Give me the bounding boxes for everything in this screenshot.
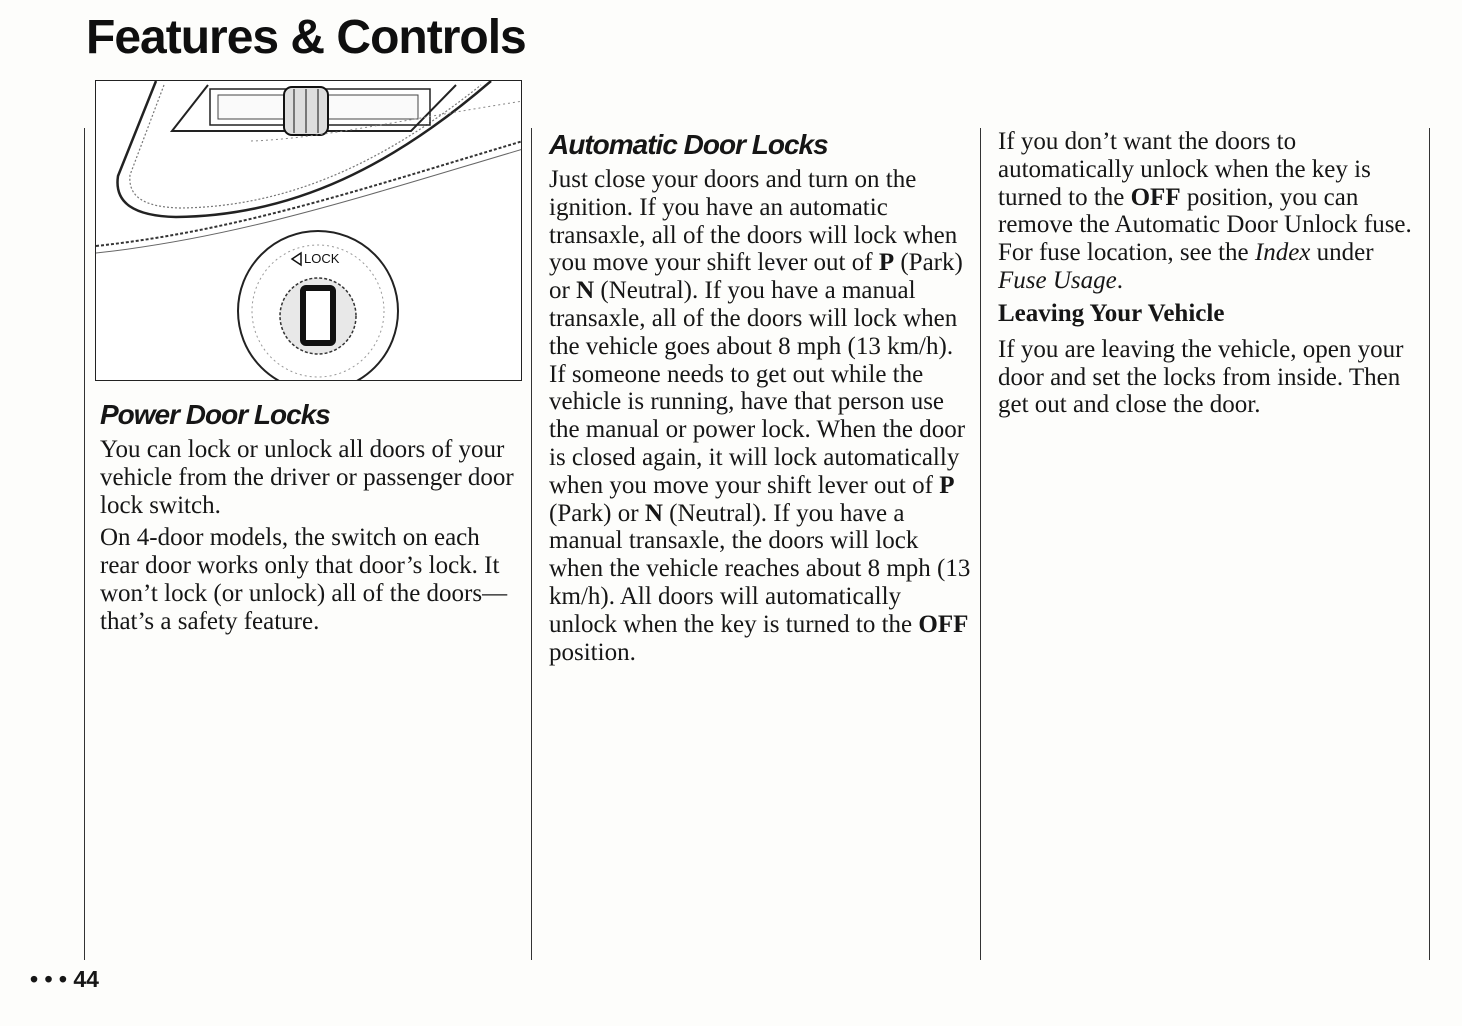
power-door-locks-paragraph-1: You can lock or unlock all doors of your vehicle from the driver or passenger door lock switch. [100, 436, 514, 519]
automatic-door-locks-heading: Automatic Door Locks [549, 129, 828, 160]
door-lock-switch-drawing [96, 81, 522, 381]
column-rule-middle-1 [531, 128, 532, 960]
power-door-locks-heading: Power Door Locks [100, 399, 330, 430]
door-lock-switch-illustration [95, 80, 522, 381]
column-automatic-door-locks [549, 128, 973, 671]
page-number: • • • 44 [30, 966, 99, 992]
column-power-door-locks [100, 398, 524, 641]
automatic-unlock-fuse-paragraph: If you don’t want the doors to automatically unlock when the key is turned to the OFF position, you can remove the Automatic Door Unlock fuse. For fuse location, see the Index under Fuse Usage. [998, 128, 1412, 294]
automatic-door-locks-paragraph: Just close your doors and turn on the ignition. If you have an automatic transaxle, all of the doors will lock when you move your shift lever out of P (Park) or N (Neutral). If you have a manual transaxle, all of the doors will lock when the vehicle goes about 8 mph (13 km/h). If someone needs to get out while the vehicle is running, have that person use the manual or power lock. When the door is closed again, it will lock automatically when you move your shift lever out of P (Park) or N (Neutral). If you have a manual transaxle, the doors will lock when the vehicle reaches about 8 mph (13 km/h). All doors will automatically unlock when the key is turned to the OFF position. [549, 166, 971, 666]
column-unlock-and-leaving [998, 128, 1422, 424]
column-rule-left [84, 128, 85, 960]
column-rule-middle-2 [980, 128, 981, 960]
leaving-your-vehicle-paragraph: If you are leaving the vehicle, open your door and set the locks from inside. Then get out and close the door. [998, 335, 1404, 419]
leaving-your-vehicle-heading: Leaving Your Vehicle [998, 299, 1225, 327]
column-rule-right [1429, 128, 1430, 960]
power-door-locks-paragraph-2: On 4-door models, the switch on each rear door works only that door’s lock. It won’t lock (or unlock) all of the doors—that’s a safety feature. [100, 524, 508, 635]
lock-label: LOCK [304, 251, 340, 266]
page-title: Features & Controls [86, 11, 526, 64]
